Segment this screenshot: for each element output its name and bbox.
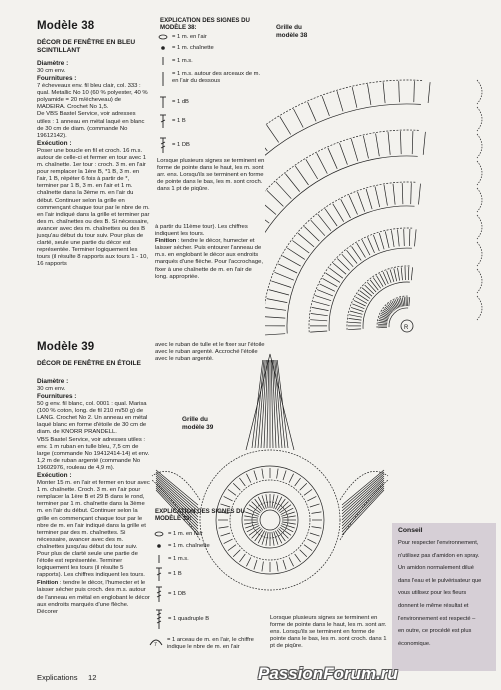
m38-continued: à partir du 11ème tour). Les chiffres indiquent les tours. Finition : tendre le décor, humecter et laisser sécher. Puis entourer l'anneau de m.s. en englobant le décor aux endroits marqués d'une flèche. Pour l'accrochage, fixer à une chaînette de m. en l'air de long. appropriée.	[155, 224, 264, 280]
footer-page-number: 12	[88, 673, 97, 682]
m39-exec: Monter 15 m. en l'air et fermer en tour avec 1 m. chaînette. Croch. 3 m. en l'air pour remplacer la 1ère B et 29 B dans le rond, terminer par 1 m. chaînette dans la 3ème m. en l'air du début. Continuer selon la grille en commençant chaque tour par le nbre de m. en l'air indiqué dans la grille et terminer par des m. chaînettes. Si nécessaire, avancer avec des m. chaînettes jusqu'au début du tour suiv. Pour plus de clarté seule une partie de l'étoile est représentée. Terminer logiquement les tours (il résulte 5 rapports). Les chiffres indiquent les tours.	[37, 480, 150, 579]
svg-text:7: 7	[154, 642, 157, 647]
half-double-icon	[157, 95, 169, 109]
m39-four: 50 g env. fil blanc, col. 0001 : qual. Marisa (100 % coton, long. de fil 210 m/50 g) de LANG. Crochet No 2. Un anneau en métal laqué blanc en forme d'étoile de 30 cm de diam. de KNORR PRANDELL. VBS Bastel Service, voir adresses utiles : env. 1 m ruban en tulle bleu, 7,5 cm de large (commande No 19412414-14) et env. 1,2 m de ruban argenté (commande No 19602976, rouleau de 4,9 m).	[37, 401, 150, 471]
m39-grid-title: Grille du modèle 39	[182, 416, 214, 431]
m39-legend-arc: 7 = 1 arceau de m. en l'air, le chiffre indique le nbre de m. en l'air	[148, 637, 266, 650]
m38-crochet-chart	[265, 40, 490, 340]
m38-legend-tr: = 1 DB	[157, 136, 262, 154]
m39-subtitle: DÉCOR DE FENÊTRE EN ÉTOILE	[37, 360, 141, 367]
sc-around-icon	[157, 71, 169, 87]
m39-body	[37, 378, 150, 616]
chain-stitch-icon	[157, 34, 169, 40]
m39-diam-label: Diamètre :	[37, 378, 69, 385]
m39-exec-label: Exécution :	[37, 472, 72, 480]
m39-note: Lorsque plusieurs signes se terminent en forme de pointe dans le haut, les m. sont arr. ens. Lorsqu'ils se terminent en forme de pointe dans le bas, les m. sont croch. dans 1 pt de piqûre.	[270, 615, 387, 650]
m38-legend-sc-around: = 1 m.s. autour des arceaux de m. en l'air du dessous	[157, 71, 262, 87]
m39-legend-sc: = 1 m.s.	[153, 554, 253, 564]
slip-stitch-icon	[157, 45, 169, 51]
m38-exec-label: Exécution :	[37, 139, 72, 147]
m38-legend-title: EXPLICATION DES SIGNES DU MODÈLE 38:	[160, 17, 250, 32]
m39-legend-chain: = 1 m. en l'air	[153, 531, 253, 538]
m39-crochet-chart	[150, 352, 395, 617]
m38-four-label: Fournitures :	[37, 75, 77, 83]
advice-text: Pour respecter l'environnement, n'utilisez pas d'amidon en spray. Un amidon normalement dilué dans l'eau et le pulvérisateur que vous utilisez pour les fleurs donnent le même résultat et l'environnement est respecté – en outre, ce procédé est plus économique.	[398, 540, 482, 647]
m39-legend-tr: = 1 DB	[153, 585, 253, 603]
m38-body	[37, 60, 150, 268]
single-crochet-icon	[157, 56, 169, 66]
m38-legend-chain: = 1 m. en l'air	[157, 34, 262, 41]
m39-legend-title: EXPLICATION DES SIGNES DU MODÈLE 39:	[155, 508, 245, 523]
treble-crochet-icon	[157, 136, 169, 154]
chain-arc-icon	[148, 637, 164, 647]
m39-legend-quad: = 1 quadruple B	[153, 608, 253, 630]
m38-legend-slip: = 1 m. chaînette	[157, 45, 262, 52]
double-crochet-icon	[157, 113, 169, 129]
m38-legend-dc: = 1 B	[157, 113, 262, 129]
m38-title: Modèle 38	[37, 20, 95, 32]
m38-legend-sc: = 1 m.s.	[157, 56, 262, 66]
m38-exec: Poser une boucle en fil et croch. 16 m.s. autour de celle-ci et fermer en tour avec 1 m. chaînette. 1er tour : croch. 3 m. en l'air pour remplacer la 1ère B, *1 B, 3 m. en l'air, 1 B, répéter 6 fois à partir de *, terminer par 1 B, 3 m. en l'air et 1 m. chaînette dans la 3ème m. en l'air du début. Continuer selon la grille en commençant chaque tour par le nbre de m. en l'air indiqué dans la grille et terminer par des m. chaînettes ou des B. Si nécessaire, avancer avec des m. chaînettes ou des B jusqu'au début du tour suiv. Pour plus de clarté, seule une partie du décor est représentée. Terminer logiquement les tours (il résulte 8 rapports aux tours 1 - 10, 16 rapports	[37, 147, 150, 268]
m39-legend-dc: = 1 B	[153, 566, 253, 582]
svg-text:R: R	[404, 325, 409, 331]
m39-finition: Finition : tendre le décor, l'humecter et le laisser sécher puis croch. des m.s. autour de l'anneau en métal en englobant le décor aux endroits marqués d'une flèche. Décorer	[37, 580, 150, 615]
m39-four-label: Fournitures :	[37, 393, 77, 401]
advice-box	[392, 523, 496, 671]
m38-note: Lorsque plusieurs signes se terminent en forme de pointe dans le haut, les m. sont arr. ens. Lorsqu'ils se terminent en forme de pointe dans le bas, les m. sont croch. dans 1 pt de piqûre.	[157, 158, 265, 193]
m39-title: Modèle 39	[37, 341, 95, 353]
m38-subtitle: DÉCOR DE FENÊTRE EN BLEU SCINTILLANT	[37, 39, 136, 54]
m38-diam: 30 cm env.	[37, 68, 66, 74]
m39-diam: 30 cm env.	[37, 386, 66, 392]
m38-four: 7 écheveaux env. fil bleu clair, col. 333 : qual. Metallic No 10 (60 % polyester, 40 % polyamide = 20 m/écheveau) de MADEIRA. Crochet No 1,5. De VBS Bastel Service, voir adresses utiles : 1 anneau en métal laqué en blanc de 30 cm de diam. (commande No 19612142).	[37, 83, 148, 139]
m38-grid-title: Grille du modèle 38	[276, 24, 308, 39]
m39-continued: avec le ruban de tulle et le fixer sur l'étoile avec le ruban argenté. Accroché l'étoile avec le ruban argenté.	[155, 342, 265, 363]
footer-section: Explications	[37, 673, 78, 682]
m39-legend-slip: = 1 m. chaînette	[153, 543, 253, 550]
m38-legend-hdc: = 1 dB	[157, 95, 262, 109]
watermark: PassionForum.ru	[258, 664, 398, 683]
advice-title: Conseil	[398, 527, 423, 534]
m38-diam-label: Diamètre :	[37, 60, 69, 67]
